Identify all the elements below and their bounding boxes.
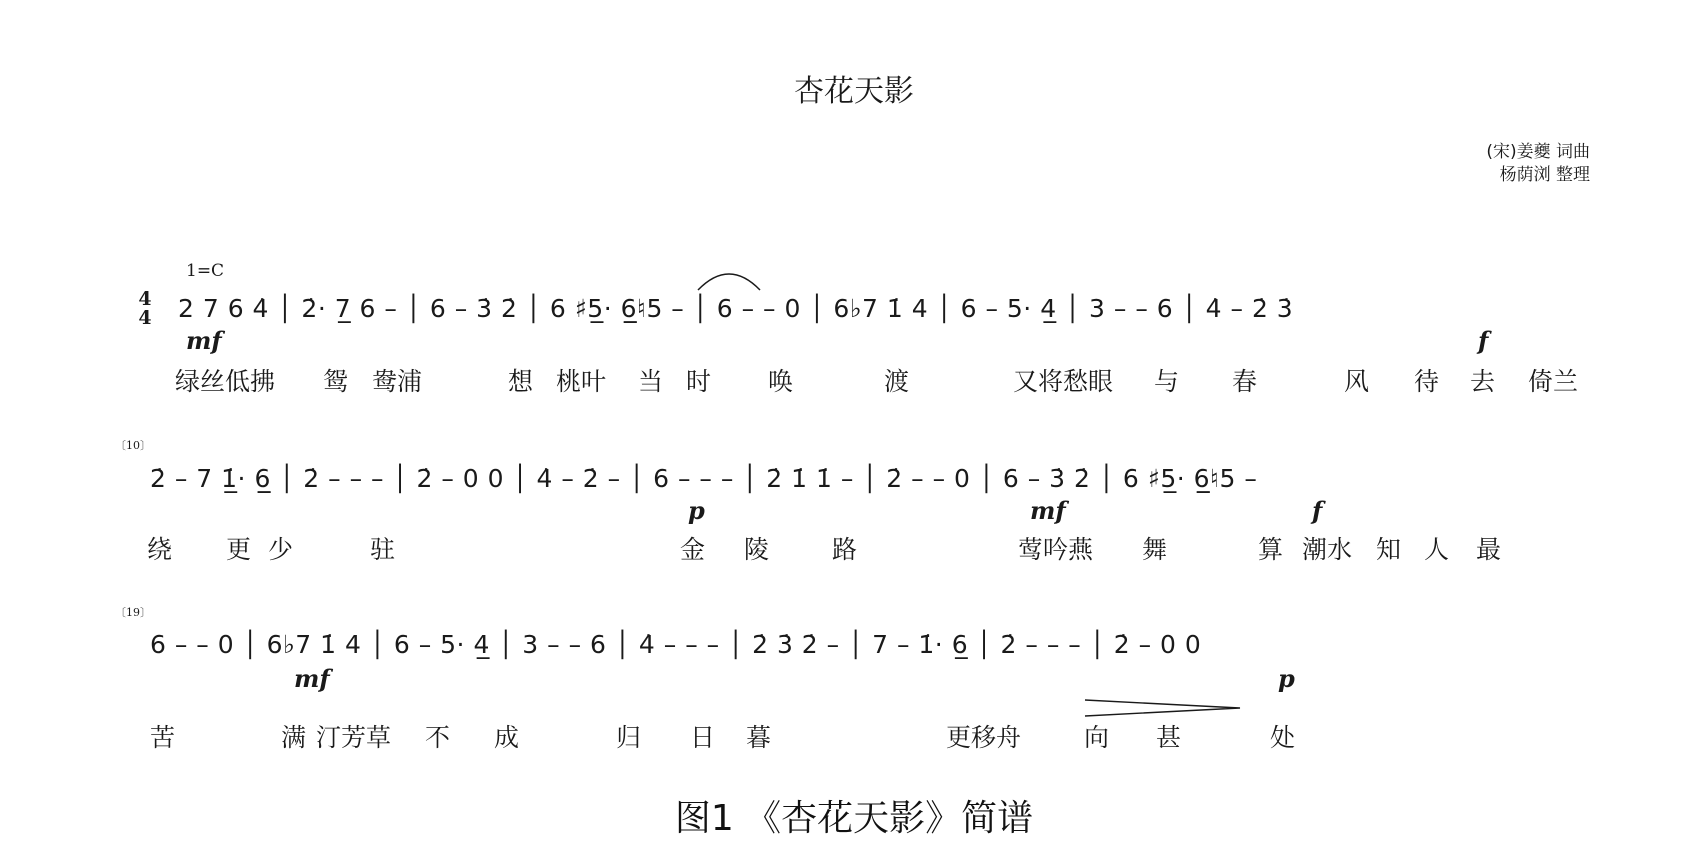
arranger-credit: 杨荫浏 整理: [1499, 165, 1590, 185]
measure-number: 〔10〕: [115, 439, 151, 452]
lyric-syllable: 知: [1376, 535, 1402, 564]
composer-credit: (宋)姜夔 词曲: [1486, 142, 1590, 162]
diminuendo-hairpin: [1085, 700, 1240, 716]
lyric-syllable: 日: [690, 723, 716, 752]
lyric-syllable: 人: [1424, 535, 1450, 564]
lyric-syllable: 想: [508, 367, 534, 396]
lyric-syllable: 唤: [768, 367, 794, 396]
lyric-syllable: 风: [1344, 367, 1370, 396]
lyric-syllable: 莺吟燕: [1018, 535, 1094, 564]
lyric-syllable: 待: [1414, 367, 1440, 396]
lyric-syllable: 苦: [150, 723, 176, 752]
key-signature: 1=C: [186, 261, 225, 281]
lyric-syllable: 倚兰: [1528, 367, 1579, 396]
figure-caption: 图1 《杏花天影》简谱: [674, 798, 1034, 839]
lyric-syllable: 舞: [1142, 535, 1168, 564]
lyric-syllable: 向: [1084, 723, 1110, 752]
lyric-syllable: 陵: [744, 535, 770, 564]
lyric-syllable: 桃叶: [556, 367, 607, 396]
dynamic-mark: f: [1312, 496, 1323, 525]
lyric-syllable: 成: [494, 723, 520, 752]
lyric-syllable: 甚: [1156, 723, 1182, 752]
lyric-syllable: 驻: [370, 535, 396, 564]
dynamic-mark: mf: [294, 664, 330, 693]
score-title: 杏花天影: [794, 74, 914, 109]
measure-number: 〔19〕: [115, 606, 151, 619]
dynamic-mark: p: [1278, 664, 1295, 693]
system-3-notes: 6 – – 0 │ 6♭7 1̇ 4 │ 6 – 5· 4̲ │ 3 – – 6 │ 4̇ – – – │ 2̇ 3̇ 2̇ – │ 7 – 1̇· 6̲ │ 2̇ – – – │ 2̇ – 0 0: [150, 630, 1202, 659]
lyric-syllable: 归: [616, 723, 642, 752]
lyric-syllable: 汀芳草: [316, 723, 392, 752]
lyric-syllable: 鸯浦: [372, 367, 423, 396]
lyric-syllable: 处: [1270, 723, 1296, 752]
lyric-syllable: 绿丝低拂: [175, 367, 276, 396]
system-2-notes: 2̇ – 7 1̲̇· 6̲̲ │ 2̇ – – – │ 2̇ – 0 0 │ 4̇ – 2̇ – │ 6 – – – │ 2̇ 1̇ 1̇ – │ 2̇ – – 0 │ 6 – 3̇ 2̇ │ 6 ♯5̲· 6̲̲♮5 –: [150, 464, 1258, 493]
lyric-syllable: 当: [638, 367, 664, 396]
lyric-syllable: 鸳: [323, 367, 349, 396]
lyric-syllable: 时: [686, 367, 712, 396]
dynamic-mark: f: [1478, 326, 1489, 355]
lyric-syllable: 路: [832, 535, 858, 564]
lyric-syllable: 春: [1232, 367, 1258, 396]
lyric-syllable: 少: [268, 535, 294, 564]
lyric-syllable: 更移舟: [946, 723, 1022, 752]
time-signature-top: 4: [138, 288, 152, 310]
dynamic-mark: mf: [1030, 496, 1066, 525]
lyric-syllable: 绕: [147, 535, 173, 564]
time-signature-bottom: 4: [138, 307, 152, 329]
lyric-syllable: 算: [1258, 535, 1284, 564]
lyric-syllable: 更: [226, 535, 252, 564]
lyric-syllable: 金: [680, 535, 706, 564]
slur: [698, 274, 760, 290]
dynamic-mark: mf: [186, 326, 222, 355]
lyric-syllable: 又将愁眼: [1013, 367, 1114, 396]
dynamic-mark: p: [688, 496, 705, 525]
lyric-syllable: 不: [425, 723, 451, 752]
lyric-syllable: 满: [281, 723, 307, 752]
lyric-syllable: 去: [1470, 367, 1496, 396]
lyric-syllable: 潮水: [1302, 535, 1353, 564]
lyric-syllable: 暮: [746, 723, 772, 752]
lyric-syllable: 渡: [884, 367, 910, 396]
lyric-syllable: 与: [1154, 367, 1180, 396]
system-1-notes: 2 7 6 4̇ │ 2̇· 7̲ 6 – │ 6 – 3̇ 2̇ │ 6 ♯5̲· 6̲̲♮5 – │ 6 – – 0 │ 6♭7 1̇ 4 │ 6 – 5· 4̲ │ 3 – – 6 │ 4̇ – 2̇ 3̇: [178, 294, 1294, 323]
lyric-syllable: 最: [1476, 535, 1502, 564]
